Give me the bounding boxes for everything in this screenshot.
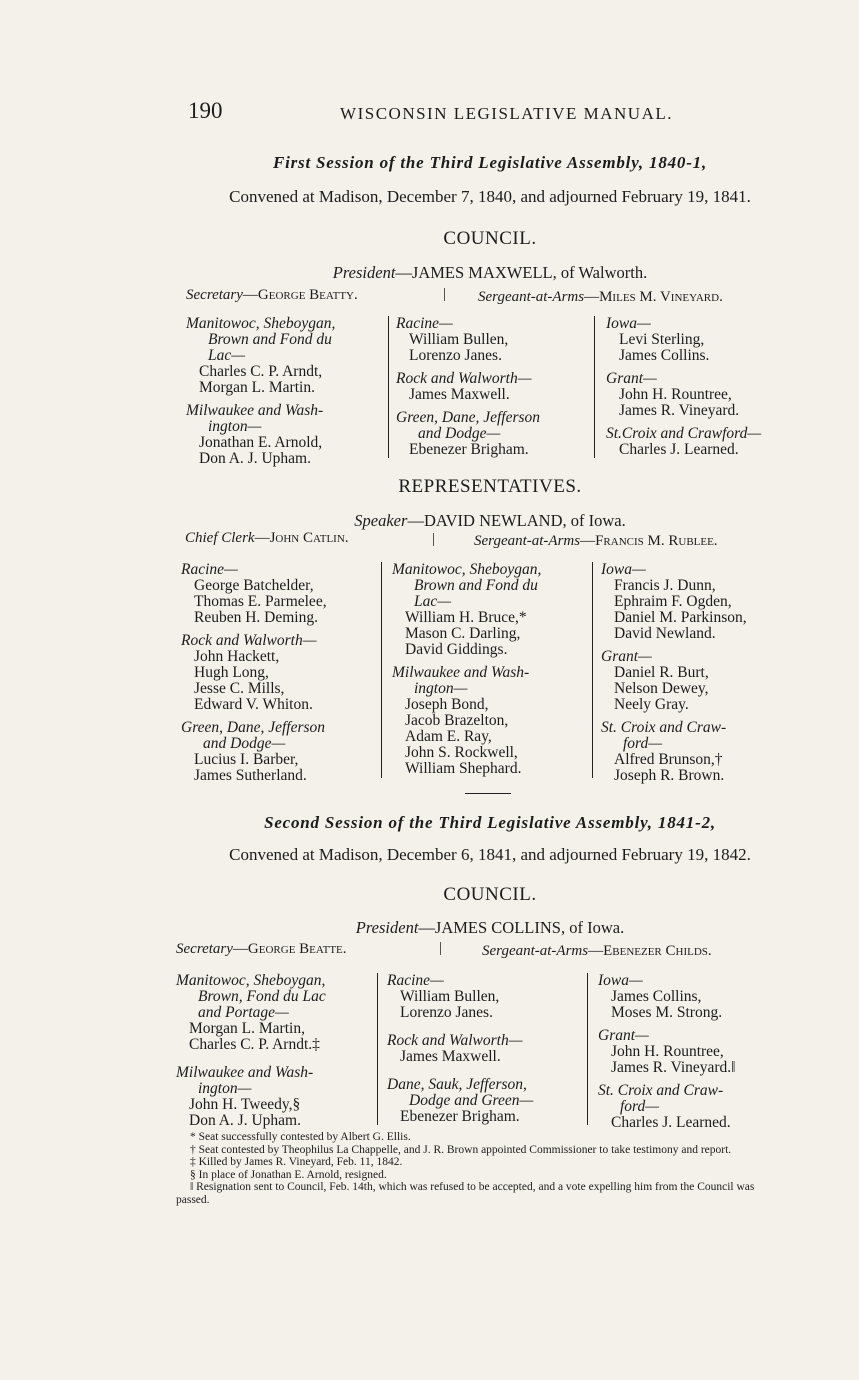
role-label: President	[332, 263, 396, 282]
column-divider	[594, 316, 595, 458]
district-group	[181, 562, 377, 626]
member-name: Charles J. Learned.	[611, 1114, 731, 1131]
footnote: † Seat contested by Theophilus La Chappelle, and J. R. Brown appointed Commissioner to take testimony and report.	[190, 1143, 732, 1156]
divider-bar: |	[443, 286, 447, 302]
district-name: Rock and Walworth—	[396, 370, 532, 387]
district-group	[396, 410, 592, 458]
member-name: William H. Bruce,*	[405, 609, 527, 626]
officer-name: —Miles M. Vineyard.	[584, 289, 723, 305]
footnote: ‡ Killed by James R. Vineyard, Feb. 11, 1842.	[190, 1156, 403, 1169]
page-number: 190	[188, 98, 223, 123]
officer-name: —DAVID NEWLAND, of Iowa.	[407, 511, 626, 530]
district-name: Manitowoc, Sheboygan,	[186, 315, 336, 332]
district-name: Green, Dane, Jefferson	[181, 719, 326, 736]
column-3	[601, 562, 801, 791]
member-name: John H. Rountree,	[611, 1043, 724, 1060]
session2-council-president	[160, 918, 820, 938]
district-group	[181, 633, 377, 713]
district-name: Lac—	[208, 347, 246, 364]
district-name: Milwaukee and Wash-	[176, 1064, 314, 1081]
session1-reps-speaker	[160, 511, 820, 531]
member-name: Jonathan E. Arnold,	[199, 434, 323, 451]
member-name: James Collins,	[611, 988, 702, 1005]
column-divider	[592, 562, 593, 778]
member-name: Thomas E. Parmelee,	[194, 593, 327, 610]
officer-name: —JAMES MAXWELL, of Walworth.	[395, 263, 648, 282]
district-name: Manitowoc, Sheboygan,	[392, 561, 542, 578]
column-1	[186, 316, 382, 474]
member-name: Daniel M. Parkinson,	[614, 609, 747, 626]
column-divider	[381, 562, 382, 778]
session1-title: First Session of the Third Legislative Assembly, 1840-1,	[272, 153, 708, 172]
member-name: Charles C. P. Arndt,	[199, 363, 323, 380]
district-name: Rock and Walworth—	[387, 1032, 523, 1049]
member-name: Neely Gray.	[614, 696, 689, 713]
officer-name: —John Catlin.	[254, 530, 349, 546]
member-name: David Giddings.	[405, 641, 508, 658]
member-name: Morgan L. Martin.	[199, 379, 315, 396]
district-name: Racine—	[181, 561, 238, 578]
session1-reps-sergeant	[474, 533, 718, 550]
district-group	[606, 426, 806, 458]
column-divider	[388, 316, 389, 458]
district-name: ington—	[198, 1080, 252, 1097]
member-name: James Collins.	[619, 347, 710, 364]
member-name: Lorenzo Janes.	[400, 1004, 493, 1021]
member-name: William Bullen,	[409, 331, 509, 348]
district-group	[598, 1083, 798, 1131]
column-3	[598, 973, 798, 1138]
footnotes	[176, 1131, 788, 1207]
role-label: Sergeant-at-Arms	[478, 289, 585, 305]
district-name: Grant—	[598, 1027, 649, 1044]
member-name: Lorenzo Janes.	[409, 347, 502, 364]
divider-bar: |	[432, 531, 436, 547]
member-name: Morgan L. Martin,	[189, 1020, 305, 1037]
session1-reps-heading: REPRESENTATIVES.	[398, 476, 582, 497]
district-name: ington—	[208, 418, 262, 435]
session2-title: Second Session of the Third Legislative Assembly, 1841-2,	[264, 813, 716, 832]
member-name: James Sutherland.	[194, 767, 307, 784]
role-label: Speaker	[354, 511, 408, 530]
member-name: Jacob Brazelton,	[405, 712, 509, 729]
divider-bar: |	[439, 940, 443, 956]
district-group	[606, 371, 806, 419]
member-name: James Maxwell.	[409, 386, 510, 403]
district-group	[598, 1028, 798, 1076]
member-name: Alfred Brunson,†	[614, 751, 723, 768]
district-name: Brown and Fond du	[414, 577, 538, 594]
member-name: Don A. J. Upham.	[189, 1112, 301, 1129]
member-name: Hugh Long,	[194, 664, 269, 681]
district-name: Grant—	[601, 648, 652, 665]
column-2	[392, 562, 588, 784]
member-name: John Hackett,	[194, 648, 280, 665]
district-name: and Dodge—	[418, 425, 501, 442]
district-name: Manitowoc, Sheboygan,	[176, 972, 326, 989]
session2-council-heading: COUNCIL.	[443, 884, 537, 905]
member-name: John H. Rountree,	[619, 386, 732, 403]
member-name: William Bullen,	[400, 988, 500, 1005]
district-name: and Portage—	[198, 1004, 289, 1021]
role-label: Secretary	[186, 287, 243, 303]
district-name: Rock and Walworth—	[181, 632, 317, 649]
member-name: John S. Rockwell,	[405, 744, 518, 761]
officer-name: —JAMES COLLINS, of Iowa.	[418, 918, 625, 937]
member-name: James Maxwell.	[400, 1048, 501, 1065]
column-divider	[377, 973, 378, 1125]
district-name: ford—	[620, 1098, 660, 1115]
member-name: Francis J. Dunn,	[614, 577, 716, 594]
session2-council-sergeant	[482, 943, 712, 960]
session1-council-president	[160, 263, 820, 283]
district-group	[176, 1065, 372, 1129]
district-group	[392, 562, 588, 658]
member-name: George Batchelder,	[194, 577, 314, 594]
district-group	[186, 316, 382, 396]
session1-council-secretary	[186, 287, 358, 304]
district-name: Iowa—	[601, 561, 646, 578]
column-2	[396, 316, 592, 465]
member-name: Levi Sterling,	[619, 331, 705, 348]
member-name: David Newland.	[614, 625, 716, 642]
district-group	[387, 1033, 583, 1065]
district-group	[396, 371, 592, 403]
member-name: Ephraim F. Ogden,	[614, 593, 732, 610]
district-group	[396, 316, 592, 364]
member-name: Mason C. Darling,	[405, 625, 521, 642]
district-name: Lac—	[414, 593, 452, 610]
session2-convened: Convened at Madison, December 6, 1841, and adjourned February 19, 1842.	[229, 845, 751, 864]
running-title: WISCONSIN LEGISLATIVE MANUAL.	[340, 104, 673, 123]
member-name: Charles J. Learned.	[619, 441, 739, 458]
member-name: Nelson Dewey,	[614, 680, 709, 697]
district-name: Milwaukee and Wash-	[392, 664, 530, 681]
member-name: Lucius I. Barber,	[194, 751, 299, 768]
member-name: Joseph Bond,	[405, 696, 489, 713]
district-group	[392, 665, 588, 777]
member-name: Charles C. P. Arndt.‡	[189, 1036, 320, 1053]
column-1	[181, 562, 377, 791]
section-separator	[465, 793, 511, 794]
member-name: Daniel R. Burt,	[614, 664, 709, 681]
member-name: Jesse C. Mills,	[194, 680, 285, 697]
district-name: Dane, Sauk, Jefferson,	[387, 1076, 527, 1093]
column-divider	[587, 973, 588, 1125]
district-name: Racine—	[387, 972, 444, 989]
member-name: Moses M. Strong.	[611, 1004, 723, 1021]
member-name: Joseph R. Brown.	[614, 767, 725, 784]
session1-council-heading: COUNCIL.	[443, 228, 537, 249]
district-name: Racine—	[396, 315, 453, 332]
column-3	[606, 316, 806, 465]
district-group	[387, 973, 583, 1021]
district-group	[598, 973, 798, 1021]
district-name: Iowa—	[606, 315, 651, 332]
footnote: § In place of Jonathan E. Arnold, resigned.	[190, 1168, 387, 1181]
district-group	[186, 403, 382, 467]
district-group	[601, 649, 801, 713]
district-group	[601, 562, 801, 642]
district-group	[606, 316, 806, 364]
officer-name: —George Beatty.	[242, 287, 358, 303]
role-label: President	[355, 918, 419, 937]
column-2	[387, 973, 583, 1132]
member-name: Don A. J. Upham.	[199, 450, 311, 467]
district-name: Iowa—	[598, 972, 643, 989]
role-label: Sergeant-at-Arms	[474, 533, 581, 549]
footnote: ‖ Resignation sent to Council, Feb. 14th, which was refused to be accepted, and a vote expelling him from the Council was passed.	[176, 1181, 755, 1206]
member-name: Ebenezer Brigham.	[409, 441, 529, 458]
district-name: ford—	[623, 735, 663, 752]
officer-name: —Francis M. Rublee.	[580, 533, 718, 549]
session1-council-sergeant	[478, 289, 723, 306]
footnote: * Seat successfully contested by Albert G. Ellis.	[190, 1131, 411, 1143]
district-name: Brown, Fond du Lac	[198, 988, 326, 1005]
role-label: Secretary	[176, 941, 233, 957]
district-name: Brown and Fond du	[208, 331, 332, 348]
officer-name: —Ebenezer Childs.	[588, 943, 712, 959]
member-name: James R. Vineyard.‖	[611, 1059, 736, 1076]
district-name: ington—	[414, 680, 468, 697]
role-label: Chief Clerk	[185, 530, 255, 546]
member-name: Ebenezer Brigham.	[400, 1108, 520, 1125]
district-group	[601, 720, 801, 784]
officer-name: —George Beatte.	[232, 941, 347, 957]
page-header	[188, 98, 673, 132]
district-name: and Dodge—	[203, 735, 286, 752]
district-name: St. Croix and Craw-	[601, 719, 727, 736]
member-name: Adam E. Ray,	[405, 728, 492, 745]
district-name: Grant—	[606, 370, 657, 387]
member-name: James R. Vineyard.	[619, 402, 740, 419]
district-name: Green, Dane, Jefferson	[396, 409, 541, 426]
district-name: Milwaukee and Wash-	[186, 402, 324, 419]
session2-council-secretary	[176, 941, 347, 958]
district-name: St. Croix and Craw-	[598, 1082, 724, 1099]
district-group	[176, 973, 372, 1053]
district-name: Dodge and Green—	[409, 1092, 534, 1109]
member-name: Edward V. Whiton.	[194, 696, 313, 713]
district-group	[181, 720, 377, 784]
member-name: John H. Tweedy,§	[189, 1096, 301, 1113]
session1-reps-clerk	[185, 530, 349, 547]
column-1	[176, 973, 372, 1136]
district-group	[387, 1077, 583, 1125]
member-name: Reuben H. Deming.	[194, 609, 318, 626]
district-name: St.Croix and Crawford—	[606, 425, 762, 442]
role-label: Sergeant-at-Arms	[482, 943, 589, 959]
session1-convened: Convened at Madison, December 7, 1840, and adjourned February 19, 1841.	[229, 187, 751, 206]
member-name: William Shephard.	[405, 760, 522, 777]
